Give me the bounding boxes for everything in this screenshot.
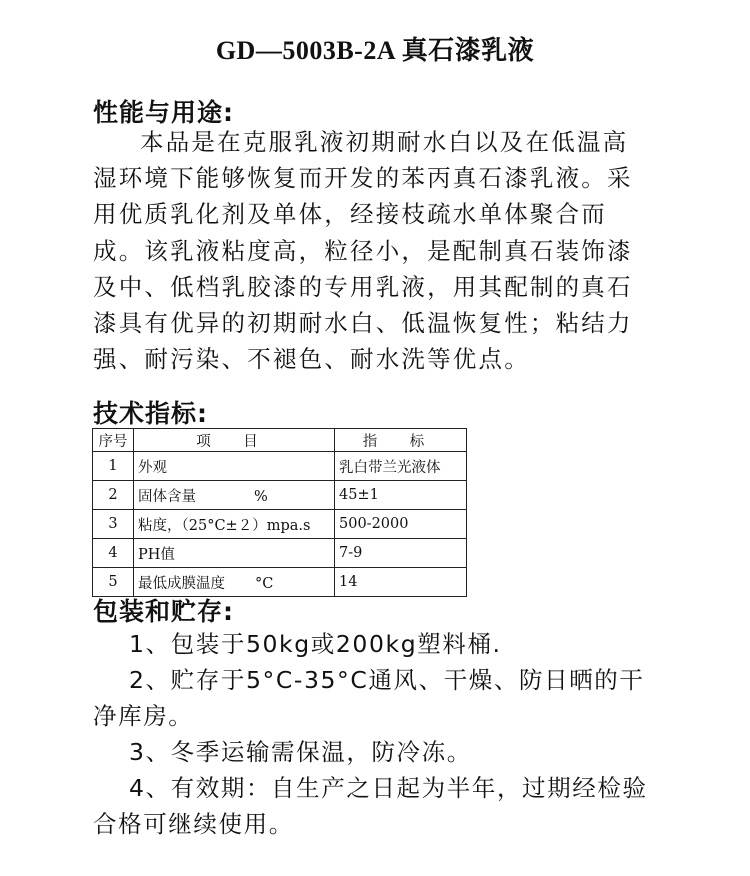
row-item-label: 粘度，（25°C±２）mpa.s bbox=[138, 517, 311, 534]
usage-heading: 性能与用途: bbox=[93, 98, 234, 127]
row-item bbox=[134, 510, 335, 539]
row-no: 5 bbox=[93, 568, 134, 597]
header-no: 序号 bbox=[93, 429, 134, 452]
row-no: 2 bbox=[93, 481, 134, 510]
row-spec: 乳白带兰光液体 bbox=[335, 452, 467, 481]
row-spec: 500-2000 bbox=[335, 510, 467, 539]
row-item bbox=[134, 452, 335, 481]
table-row bbox=[93, 481, 467, 510]
table-row bbox=[93, 539, 467, 568]
row-no: 4 bbox=[93, 539, 134, 568]
row-item bbox=[134, 539, 335, 568]
row-no: 1 bbox=[93, 452, 134, 481]
table-row bbox=[93, 510, 467, 539]
row-spec: 45±1 bbox=[335, 481, 467, 510]
row-item-unit: °C bbox=[255, 575, 274, 592]
row-item-label: 最低成膜温度 bbox=[138, 575, 225, 592]
row-item-unit: % bbox=[254, 488, 268, 505]
storage-item-1: 1、包装于50kg或200kg塑料桶. bbox=[129, 630, 502, 658]
row-item-label: 外观 bbox=[138, 459, 167, 476]
row-no: 3 bbox=[93, 510, 134, 539]
header-spec: 指 标 bbox=[335, 429, 467, 452]
row-spec: 7-9 bbox=[335, 539, 467, 568]
spec-table bbox=[92, 428, 467, 597]
row-item bbox=[134, 481, 335, 510]
specs-heading: 技术指标: bbox=[93, 399, 208, 428]
header-item: 项 目 bbox=[134, 429, 335, 452]
storage-item-4: 4、有效期：自生产之日起为半年，过期经检验合格可继续使用。 bbox=[93, 774, 648, 838]
spec-table-header-row bbox=[93, 429, 467, 452]
storage-item-2: 2、贮存于5°C-35°C通风、干燥、防日晒的干净库房。 bbox=[93, 666, 645, 730]
row-item-label: 固体含量 bbox=[138, 488, 196, 505]
storage-heading: 包装和贮存: bbox=[93, 597, 234, 626]
document-title: GD—5003B-2A 真石漆乳液 bbox=[215, 36, 535, 65]
usage-paragraph: 本品是在克服乳液初期耐水白以及在低温高湿环境下能够恢复而开发的苯丙真石漆乳液。采用优质乳化剂及单体，经接枝疏水单体聚合而成。该乳液粘度高，粒径小，是配制真石装饰漆及中、低档乳胶漆的专用乳液，用其配制的真石漆具有优异的初期耐水白、低温恢复性；粘结力强、耐污染、不褪色、耐水洗等优点。 bbox=[93, 128, 633, 374]
row-item-label: PH值 bbox=[138, 546, 175, 563]
storage-item-3: 3、冬季运输需保温，防冷冻。 bbox=[129, 738, 472, 766]
table-row bbox=[93, 452, 467, 481]
row-spec: 14 bbox=[335, 568, 467, 597]
